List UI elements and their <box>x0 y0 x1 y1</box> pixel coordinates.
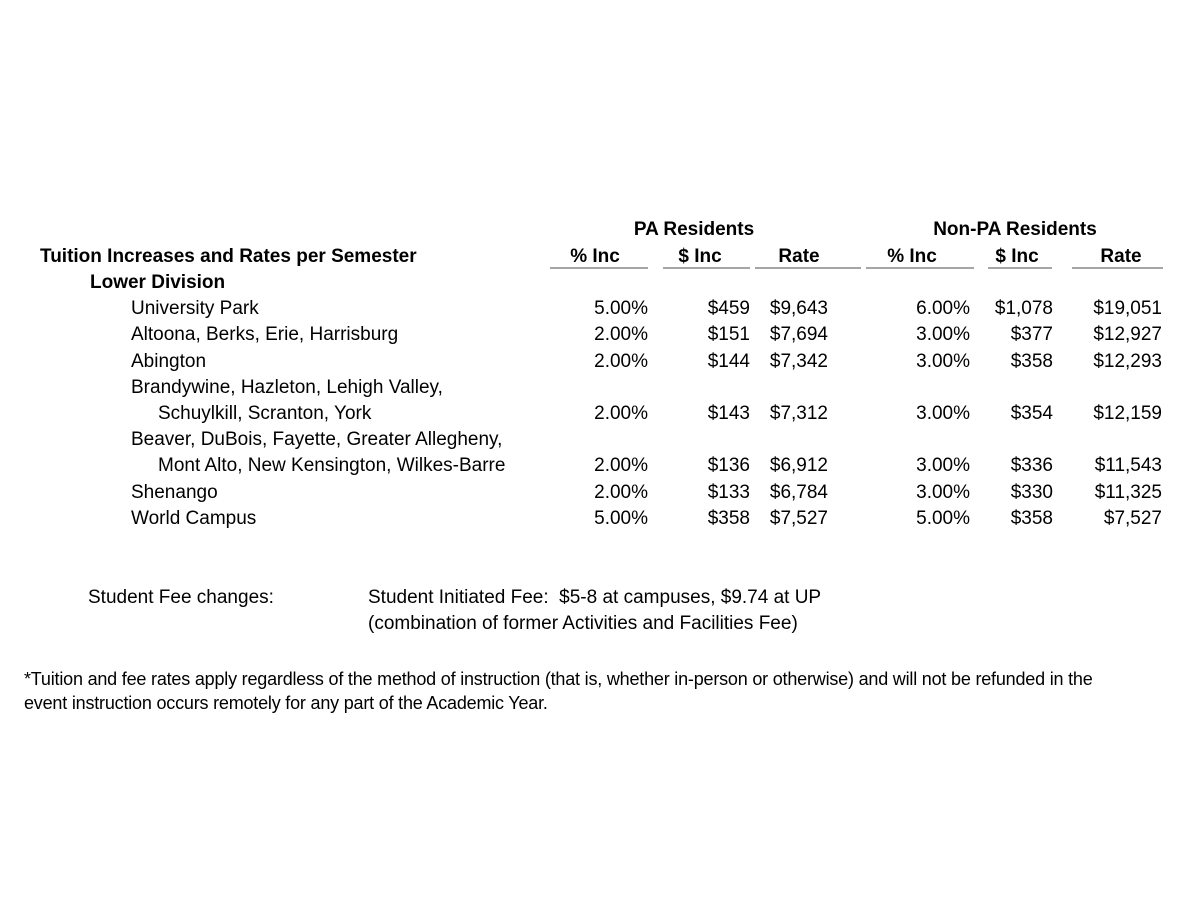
campus-label: Brandywine, Hazleton, Lehigh Valley, <box>131 377 443 398</box>
nonpa-dollar-inc-value: $1,078 <box>994 298 1053 319</box>
pa-pct-inc-column-header: % Inc <box>570 246 620 267</box>
student-fee-detail-line2: (combination of former Activities and Facilities Fee) <box>368 613 798 634</box>
pa-dollar-inc-value: $151 <box>707 324 750 345</box>
nonpa-pct-inc-value: 3.00% <box>916 324 970 345</box>
nonpa-pct-inc-value: 3.00% <box>916 403 970 424</box>
student-fee-detail-line1: Student Initiated Fee: $5-8 at campuses, $9.74 at UP <box>368 587 822 608</box>
nonpa-pct-inc-value: 6.00% <box>916 298 970 319</box>
table-row <box>0 506 1200 532</box>
pa-pct-inc-value: 2.00% <box>594 324 648 345</box>
nonpa-rate-value: $19,051 <box>1093 298 1162 319</box>
nonpa-rate-column-header: Rate <box>1100 246 1142 267</box>
nonpa-rate-value: $11,325 <box>1094 482 1162 503</box>
header-rule <box>755 267 861 269</box>
table-row <box>0 322 1200 348</box>
nonpa-dollar-inc-value: $358 <box>1010 508 1053 529</box>
nonpa-dollar-inc-value: $354 <box>1010 403 1053 424</box>
nonpa-pct-inc-value: 3.00% <box>916 351 970 372</box>
campus-label: Beaver, DuBois, Fayette, Greater Allegheny, <box>131 429 503 450</box>
pa-rate-value: $7,694 <box>769 324 828 345</box>
footnote-line1: *Tuition and fee rates apply regardless of the method of instruction (that is, whether in-person or otherwise) and will not be refunded in the <box>24 669 1093 689</box>
pa-pct-inc-value: 2.00% <box>594 482 648 503</box>
resident-group-header-row <box>0 217 1200 243</box>
student-fee-row <box>0 585 1200 611</box>
header-rule <box>663 267 750 269</box>
student-fee-row <box>0 611 1200 637</box>
campus-label: Abington <box>131 351 207 372</box>
pa-rate-column-header: Rate <box>778 246 820 267</box>
nonpa-rate-value: $12,159 <box>1093 403 1162 424</box>
campus-label: World Campus <box>131 508 257 529</box>
pa-pct-inc-value: 2.00% <box>594 351 648 372</box>
campus-label: Altoona, Berks, Erie, Harrisburg <box>131 324 399 345</box>
table-row <box>0 453 1200 479</box>
campus-label-continuation: Mont Alto, New Kensington, Wilkes-Barre <box>158 455 506 476</box>
pa-pct-inc-value: 2.00% <box>594 455 648 476</box>
table-row <box>0 349 1200 375</box>
nonpa-pct-inc-value: 3.00% <box>916 455 970 476</box>
student-fee-label: Student Fee changes: <box>88 587 274 608</box>
pa-dollar-inc-value: $144 <box>707 351 750 372</box>
pa-rate-value: $6,784 <box>769 482 828 503</box>
pa-residents-group-header: PA Residents <box>633 219 755 240</box>
pa-dollar-inc-value: $136 <box>707 455 750 476</box>
pa-rate-value: $6,912 <box>769 455 828 476</box>
table-row <box>0 296 1200 322</box>
nonpa-pct-inc-column-header: % Inc <box>887 246 937 267</box>
nonpa-dollar-inc-value: $330 <box>1010 482 1053 503</box>
nonpa-rate-value: $12,927 <box>1093 324 1162 345</box>
pa-dollar-inc-value: $358 <box>707 508 750 529</box>
section-row <box>0 270 1200 296</box>
campus-label: Shenango <box>131 482 218 503</box>
header-rule <box>988 267 1052 269</box>
table-row <box>0 375 1200 401</box>
page-title: Tuition Increases and Rates per Semester <box>40 246 417 267</box>
nonpa-rate-value: $7,527 <box>1103 508 1162 529</box>
nonpa-dollar-inc-value: $336 <box>1010 455 1053 476</box>
table-row <box>0 480 1200 506</box>
non-pa-residents-group-header: Non-PA Residents <box>933 219 1097 240</box>
nonpa-rate-value: $12,293 <box>1093 351 1162 372</box>
section-header: Lower Division <box>90 272 226 293</box>
pa-rate-value: $7,527 <box>769 508 828 529</box>
nonpa-dollar-inc-column-header: $ Inc <box>995 246 1039 267</box>
pa-pct-inc-value: 5.00% <box>594 298 648 319</box>
table-row <box>0 401 1200 427</box>
nonpa-dollar-inc-value: $377 <box>1010 324 1053 345</box>
nonpa-pct-inc-value: 5.00% <box>916 508 970 529</box>
nonpa-dollar-inc-value: $358 <box>1010 351 1053 372</box>
pa-pct-inc-value: 2.00% <box>594 403 648 424</box>
header-rule <box>550 267 648 269</box>
pa-rate-value: $9,643 <box>769 298 828 319</box>
nonpa-rate-value: $11,543 <box>1094 455 1162 476</box>
pa-rate-value: $7,342 <box>769 351 828 372</box>
campus-label: University Park <box>131 298 259 319</box>
pa-dollar-inc-column-header: $ Inc <box>678 246 722 267</box>
header-rule <box>866 267 974 269</box>
footnote-line2: event instruction occurs remotely for any part of the Academic Year. <box>24 693 548 713</box>
nonpa-pct-inc-value: 3.00% <box>916 482 970 503</box>
campus-label-continuation: Schuylkill, Scranton, York <box>158 403 372 424</box>
header-rule <box>1072 267 1163 269</box>
pa-dollar-inc-value: $459 <box>707 298 750 319</box>
pa-rate-value: $7,312 <box>769 403 828 424</box>
pa-dollar-inc-value: $133 <box>707 482 750 503</box>
pa-pct-inc-value: 5.00% <box>594 508 648 529</box>
table-row <box>0 427 1200 453</box>
pa-dollar-inc-value: $143 <box>707 403 750 424</box>
